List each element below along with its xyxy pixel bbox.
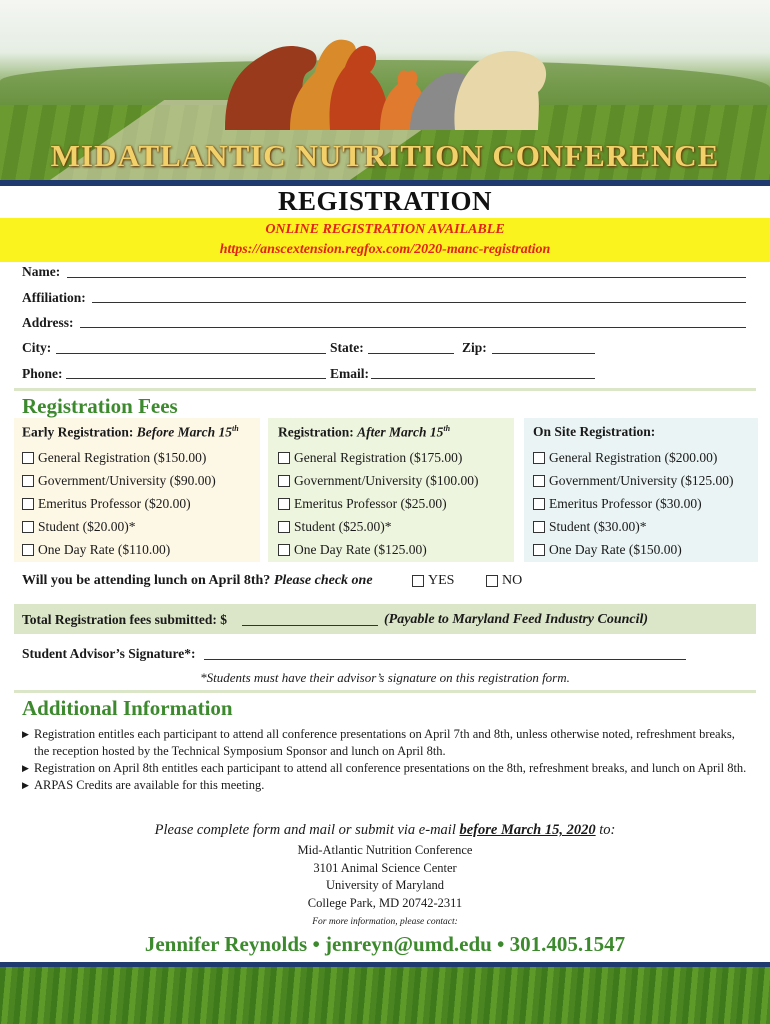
city-field[interactable] (56, 353, 326, 354)
fee-option-label: Emeritus Professor ($20.00) (38, 496, 191, 511)
fee-option[interactable] (533, 515, 758, 538)
email-field[interactable] (371, 378, 595, 379)
name-label: Name: (22, 264, 61, 279)
early-registration-header: Early Registration: Before March 15th (22, 424, 239, 440)
lunch-question: Will you be attending lunch on April 8th? Please check one (22, 573, 373, 588)
fee-checkbox[interactable] (22, 521, 34, 533)
zip-field[interactable] (492, 353, 595, 354)
fee-option-label: Emeritus Professor ($30.00) (549, 495, 702, 511)
fee-checkbox[interactable] (22, 498, 34, 510)
bullet-icon: ▶ (22, 729, 29, 739)
fee-option[interactable] (533, 446, 758, 469)
fee-option[interactable] (278, 470, 514, 493)
address-field[interactable] (80, 327, 746, 328)
lunch-yes-option[interactable]: YES (412, 573, 454, 589)
total-fees-field[interactable] (242, 625, 378, 626)
early-fee-list (22, 447, 260, 562)
onsite-registration-header: On Site Registration: (533, 424, 656, 439)
online-registration-label: ONLINE REGISTRATION AVAILABLE (265, 222, 505, 237)
fee-option[interactable] (22, 447, 260, 470)
additional-info-heading: Additional Information (22, 696, 233, 720)
lunch-no-option[interactable]: NO (486, 573, 522, 589)
fee-option-label: Government/University ($125.00) (549, 472, 734, 488)
list-item: ▶ Registration on April 8th entitles each participant to attend all conference presentations on the 8th, refreshment breaks, and lunch on April 8th. (22, 761, 747, 775)
fee-option[interactable] (22, 539, 260, 562)
fee-option-label: One Day Rate ($110.00) (38, 542, 171, 557)
phone-label: Phone: (22, 366, 63, 381)
registration-fees-heading: Registration Fees (22, 394, 178, 418)
fee-checkbox[interactable] (533, 498, 545, 510)
bullet-icon: ▶ (22, 780, 29, 790)
affiliation-label: Affiliation: (22, 290, 86, 305)
footer-field-image (0, 962, 770, 1024)
early-registration-column (14, 418, 260, 562)
fee-option[interactable] (533, 492, 758, 515)
fee-option-label: One Day Rate ($125.00) (294, 542, 427, 557)
fee-checkbox[interactable] (22, 452, 34, 464)
city-label: City: (22, 340, 52, 355)
advisor-note: *Students must have their advisor’s signature on this registration form. (200, 670, 570, 685)
total-fees-label: Total Registration fees submitted: $ (22, 612, 227, 627)
after-registration-header: Registration: After March 15th (278, 424, 451, 440)
email-label: Email: (330, 366, 369, 381)
fee-checkbox[interactable] (278, 498, 290, 510)
contact-info: Jennifer Reynolds • jenreyn@umd.edu • 301.405.1547 (144, 932, 626, 956)
phone-field[interactable] (66, 378, 326, 379)
mailing-address: Mid-Atlantic Nutrition Conference 3101 Animal Science Center University of Maryland College Park, MD 20742-2311 (297, 843, 473, 910)
online-registration-link[interactable]: https://anscextension.regfox.com/2020-manc-registration (219, 242, 551, 257)
address-label: Address: (22, 315, 74, 330)
fee-checkbox[interactable] (278, 452, 290, 464)
fee-option-label: Emeritus Professor ($25.00) (294, 496, 447, 511)
fee-option[interactable] (533, 469, 758, 492)
lunch-no-checkbox[interactable] (486, 575, 498, 587)
lunch-yes-checkbox[interactable] (412, 575, 424, 587)
onsite-registration-column (524, 418, 758, 562)
fee-option-label: General Registration ($150.00) (38, 450, 207, 465)
fee-checkbox[interactable] (22, 544, 34, 556)
fee-checkbox[interactable] (533, 452, 545, 464)
additional-info-list (22, 726, 752, 794)
list-item: ▶ ARPAS Credits are available for this meeting. (22, 778, 265, 792)
fee-option[interactable] (22, 516, 260, 539)
zip-label: Zip: (462, 340, 487, 355)
fee-option-label: One Day Rate ($150.00) (549, 541, 682, 557)
section-divider (14, 388, 756, 391)
list-item: ▶ Registration entitles each participant to attend all conference presentations on April 7th and 8th, unless otherwise noted, refreshment breaks, the reception hosted by the Technical Symposium Sponsor and lunch on April 8th. (22, 727, 735, 758)
fee-option-label: General Registration ($175.00) (294, 450, 463, 465)
advisor-signature-label: Student Advisor’s Signature*: (22, 646, 196, 661)
after-registration-column (268, 418, 514, 562)
header-banner (0, 0, 770, 186)
section-divider (14, 690, 756, 693)
state-field[interactable] (368, 353, 454, 354)
fee-checkbox[interactable] (533, 521, 545, 533)
payable-note: (Payable to Maryland Feed Industry Council) (384, 612, 649, 627)
onsite-fee-list (533, 446, 758, 561)
fee-checkbox[interactable] (278, 475, 290, 487)
farm-animals-logo (220, 12, 550, 132)
crops-image (0, 967, 770, 1024)
fee-option-label: Student ($25.00)* (294, 519, 392, 534)
fee-option[interactable] (22, 493, 260, 516)
fee-checkbox[interactable] (533, 544, 545, 556)
fee-option-label: General Registration ($200.00) (549, 449, 718, 465)
state-label: State: (330, 340, 364, 355)
fee-option[interactable] (533, 538, 758, 561)
deadline-date: before March 15, 2020 (459, 822, 596, 838)
fee-option[interactable] (278, 493, 514, 516)
affiliation-field[interactable] (92, 302, 746, 303)
fee-option-label: Government/University ($100.00) (294, 473, 479, 488)
name-field[interactable] (67, 277, 746, 278)
fee-option[interactable] (22, 470, 260, 493)
more-info-label: For more information, please contact: (312, 917, 458, 927)
bullet-icon: ▶ (22, 763, 29, 773)
fee-checkbox[interactable] (278, 521, 290, 533)
fee-checkbox[interactable] (22, 475, 34, 487)
fee-checkbox[interactable] (533, 475, 545, 487)
fee-checkbox[interactable] (278, 544, 290, 556)
fee-option-label: Government/University ($90.00) (38, 473, 216, 488)
fee-option[interactable] (278, 539, 514, 562)
fee-option-label: Student ($20.00)* (38, 519, 136, 534)
after-fee-list (278, 447, 514, 562)
conference-title: MIDATLANTIC NUTRITION CONFERENCE (50, 138, 720, 173)
fee-option[interactable] (278, 516, 514, 539)
fee-option[interactable] (278, 447, 514, 470)
fee-option-label: Student ($30.00)* (549, 518, 647, 534)
advisor-signature-field[interactable] (204, 659, 686, 660)
online-registration-box (0, 218, 770, 262)
mail-instructions: Please complete form and mail or submit via e-mail before March 15, 2020 to: (154, 822, 616, 838)
registration-title: REGISTRATION (277, 186, 493, 216)
